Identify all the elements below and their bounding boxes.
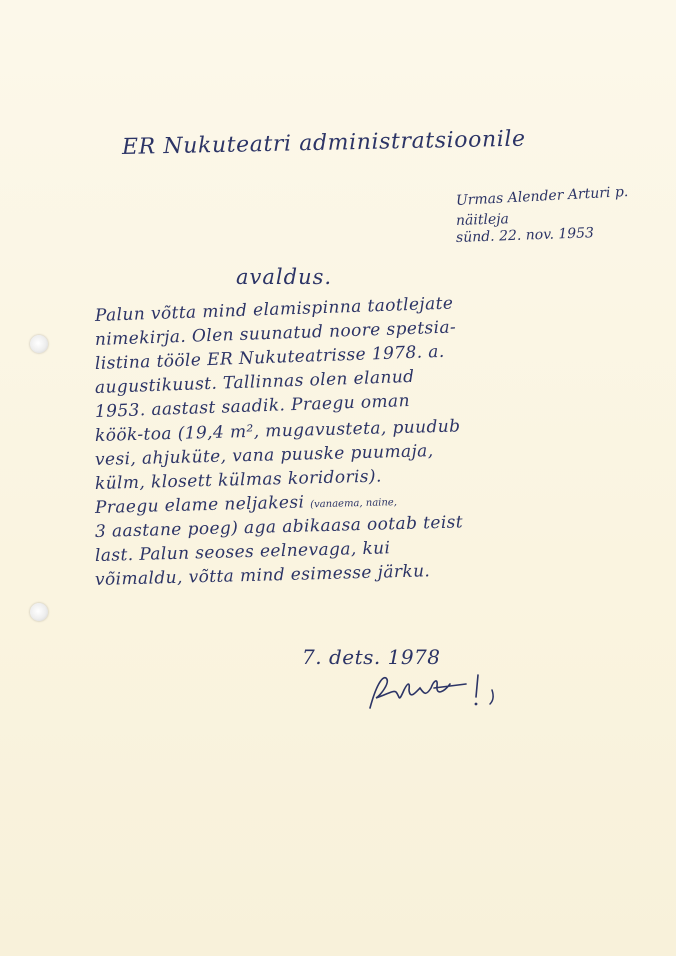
sender-birth: sünd. 22. nov. 1953 — [455, 225, 595, 246]
body-line: last. Palun seoses eelnevaga, kui — [94, 538, 391, 566]
body-line: vesi, ahjuküte, vana puuske puumaja, — [94, 441, 434, 470]
body-line-aside: (vanaema, naine, — [310, 497, 398, 511]
sender-name: Urmas Alender Arturi p. — [455, 183, 629, 209]
body-line: Palun võtta mind elamispinna taotlejate — [94, 293, 454, 326]
body-line: külm, klosett külmas koridoris). — [94, 466, 383, 494]
body-line: 1953. aastast saadik. Praegu oman — [94, 391, 411, 422]
sender-occupation: näitleja — [455, 211, 510, 229]
document-title: avaldus. — [236, 265, 333, 289]
addressee-heading: ER Nukuteatri administratsioonile — [121, 126, 526, 160]
body-line: augustikuust. Tallinnas olen elanud — [94, 366, 415, 398]
letter-date: 7. dets. 1978 — [302, 645, 441, 669]
body-line: nimekirja. Olen suunatud noore spetsia- — [94, 317, 457, 350]
body-line: 3 aastane poeg) aga abikaasa ootab teist — [94, 512, 464, 542]
body-line: võimaldu, võtta mind esimesse järku. — [94, 561, 431, 590]
body-line: listina tööle ER Nukuteatrisse 1978. a. — [94, 341, 445, 374]
body-line: köök-toa (19,4 m², mugavusteta, puudub — [94, 416, 461, 446]
punch-hole-bottom — [30, 603, 48, 621]
signature-scribble — [366, 670, 506, 715]
punch-hole-top — [30, 335, 48, 353]
body-line — [95, 490, 397, 518]
body-line-text: Praegu elame neljakesi — [94, 492, 305, 518]
